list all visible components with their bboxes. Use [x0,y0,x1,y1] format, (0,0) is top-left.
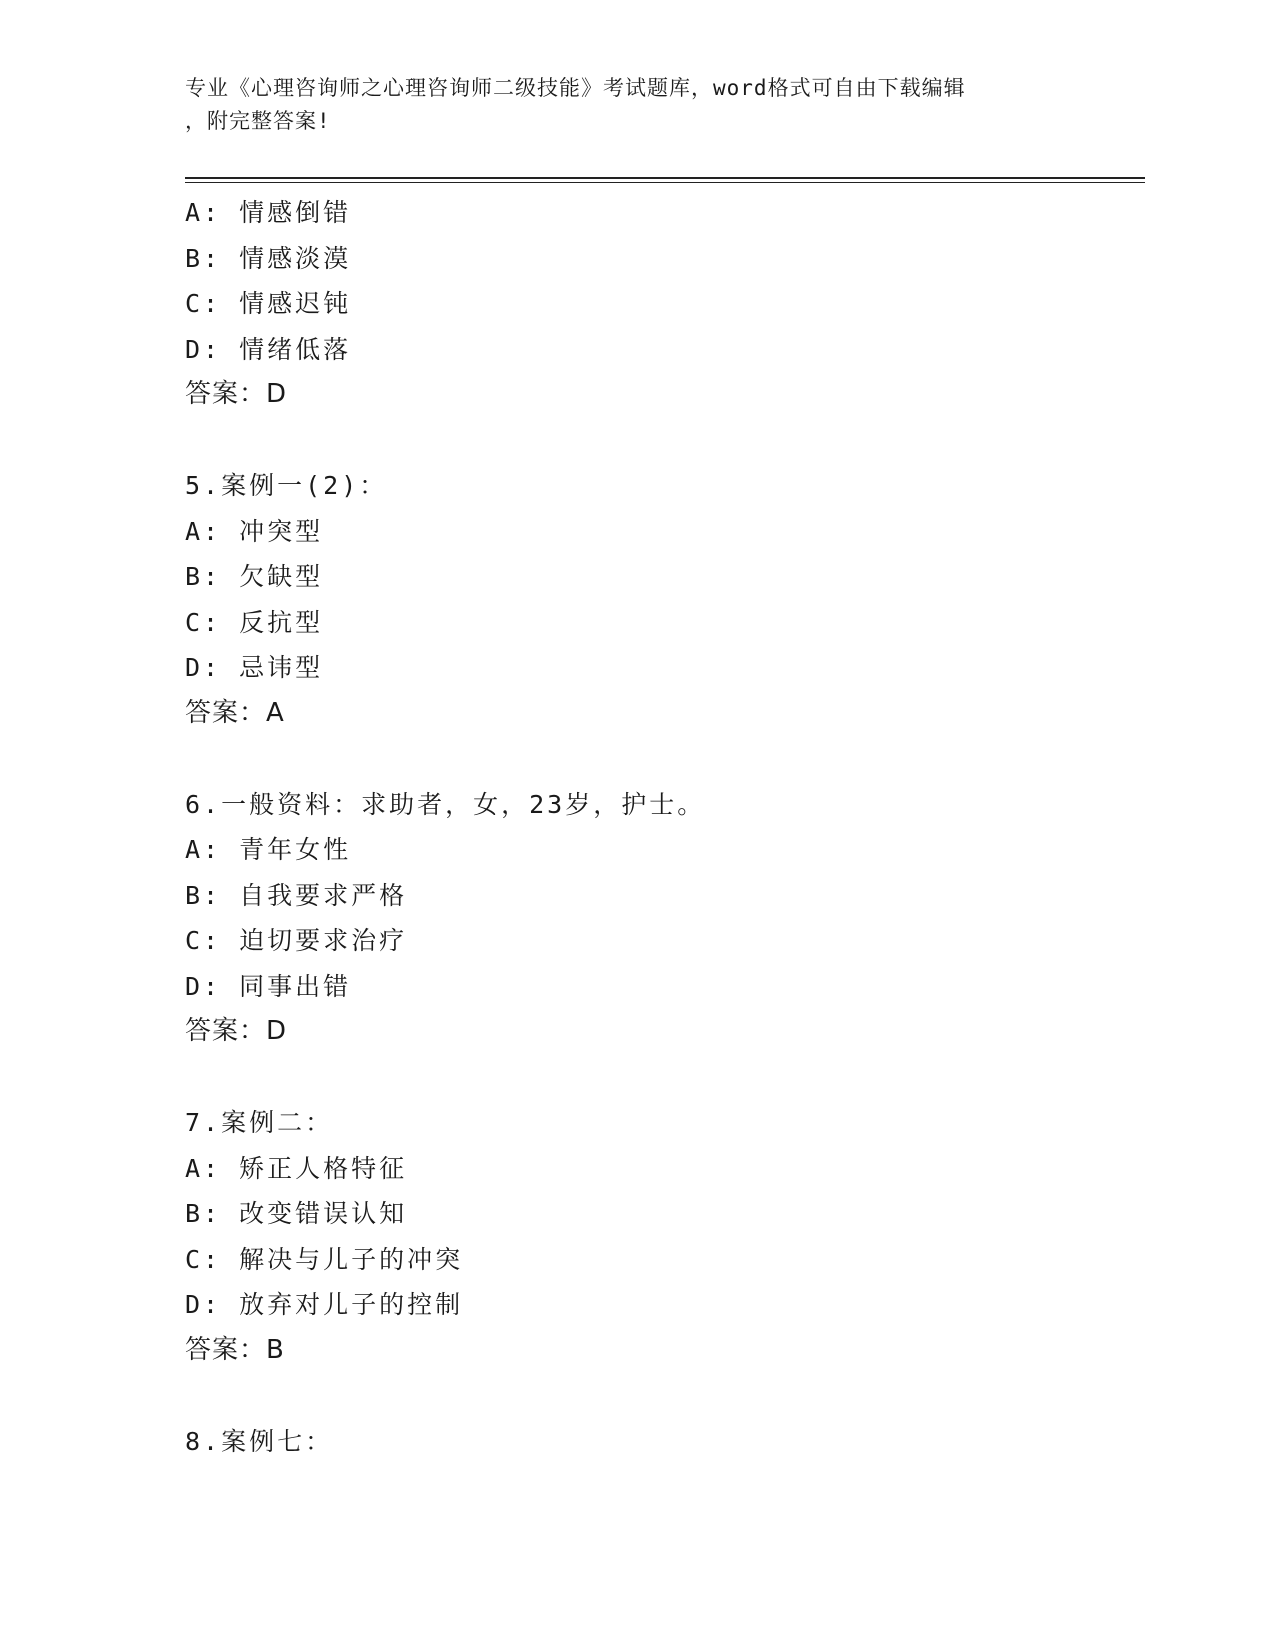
header-rule-thin [185,182,1145,183]
question-block-5 [185,463,1145,736]
option-b: B: 情感淡漠 [185,243,352,273]
question-list [185,190,1145,1464]
header-rule-thick [185,177,1145,179]
option-d: D: 忌讳型 [185,653,324,682]
option-c: C: 情感迟钝 [185,289,352,318]
option-c: C: 迫切要求治疗 [185,926,408,955]
question-title: 5.案例一(2)： [185,471,388,500]
block-spacer [185,418,1145,464]
option-b: B: 自我要求严格 [185,880,408,910]
answer-line: 答案：D [185,1016,288,1046]
question-block-8 [185,1419,1145,1465]
question-title: 7.案例二： [185,1108,334,1137]
header-line-2: ，附完整答案! [185,109,331,133]
block-spacer [185,736,1145,782]
option-d: D: 放弃对儿子的控制 [185,1290,464,1319]
option-c: C: 解决与儿子的冲突 [185,1244,464,1274]
block-spacer [185,1373,1145,1419]
option-a: A: 情感倒错 [185,198,352,227]
question-block-4 [185,190,1145,418]
question-title: 6.一般资料：求助者，女，23岁，护士。 [185,789,706,819]
option-a: A: 青年女性 [185,835,352,864]
header-line-1: 专业《心理咨询师之心理咨询师二级技能》考试题库，word格式可自由下载编辑 [185,76,966,100]
answer-line: 答案：D [185,379,288,409]
option-b: B: 欠缺型 [185,562,324,591]
option-d: D: 情绪低落 [185,334,352,364]
question-block-6 [185,782,1145,1055]
document-header [185,72,1085,138]
option-c: C: 反抗型 [185,607,324,637]
option-a: A: 矫正人格特征 [185,1153,408,1183]
question-title: 8.案例七： [185,1426,334,1456]
option-d: D: 同事出错 [185,971,352,1001]
option-a: A: 冲突型 [185,516,324,546]
answer-line: 答案：B [185,1334,285,1365]
option-b: B: 改变错误认知 [185,1199,408,1228]
question-block-7 [185,1100,1145,1373]
block-spacer [185,1055,1145,1101]
answer-line: 答案：A [185,697,285,728]
